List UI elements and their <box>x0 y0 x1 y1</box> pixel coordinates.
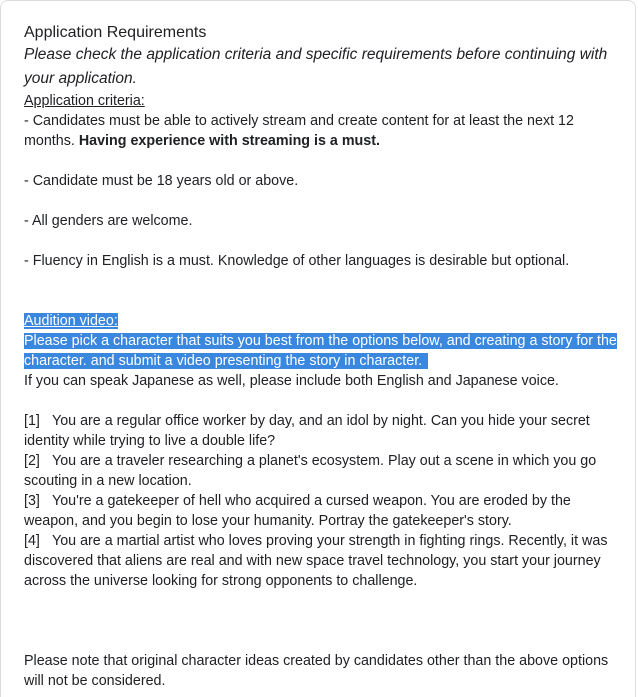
option-text: You are a martial artist who loves proving your strength in fighting rings. Recently, it was discovered that aliens are real and with new space travel technology, you start your journey across the universe looking for strong opponents to challenge. <box>24 533 608 589</box>
option-4 <box>24 531 624 591</box>
footer-note: Please note that original character ideas created by candidates other than the above options will not be considered. <box>24 653 609 689</box>
criteria-heading: Application criteria: <box>24 93 145 109</box>
criterion-bold: Having experience with streaming is a must. <box>78 133 380 149</box>
criterion-text: - Candidates must be able to actively stream and create content for at least the next 12 months. <box>24 113 574 149</box>
option-number: [4] <box>24 533 40 549</box>
option-text: You are a traveler researching a planet's ecosystem. Play out a scene in which you go scouting in a new location. <box>24 453 597 489</box>
section-subtitle: Please check the application criteria and specific requirements before continuing with your application. <box>24 46 608 87</box>
audition-heading: Audition video: <box>24 313 118 329</box>
option-2 <box>24 451 624 491</box>
option-1 <box>24 411 624 451</box>
option-number: [3] <box>24 493 40 509</box>
option-text: You are a regular office worker by day, and an idol by night. Can you hide your secret identity while trying to live a double life? <box>24 413 590 449</box>
criterion-english: - Fluency in English is a must. Knowledge of other languages is desirable but optional. <box>24 253 570 269</box>
option-number: [1] <box>24 413 40 429</box>
japanese-note: If you can speak Japanese as well, please include both English and Japanese voice. <box>24 373 559 389</box>
audition-instruction: Please pick a character that suits you best from the options below, and creating a story for the character. and submit a video presenting the story in character. <box>24 333 617 369</box>
criterion-streaming <box>24 111 624 151</box>
option-text: You're a gatekeeper of hell who acquired a cursed weapon. You are eroded by the weapon, and you begin to lose your humanity. Portray the gatekeeper's story. <box>24 493 571 529</box>
section-title: Application Requirements <box>24 24 207 41</box>
audition-heading-line <box>24 311 624 331</box>
audition-instruction-line <box>24 331 624 371</box>
option-3 <box>24 491 624 531</box>
requirements-content <box>24 23 624 691</box>
criterion-genders: - All genders are welcome. <box>24 213 193 229</box>
criterion-age: - Candidate must be 18 years old or above. <box>24 173 299 189</box>
option-number: [2] <box>24 453 40 469</box>
